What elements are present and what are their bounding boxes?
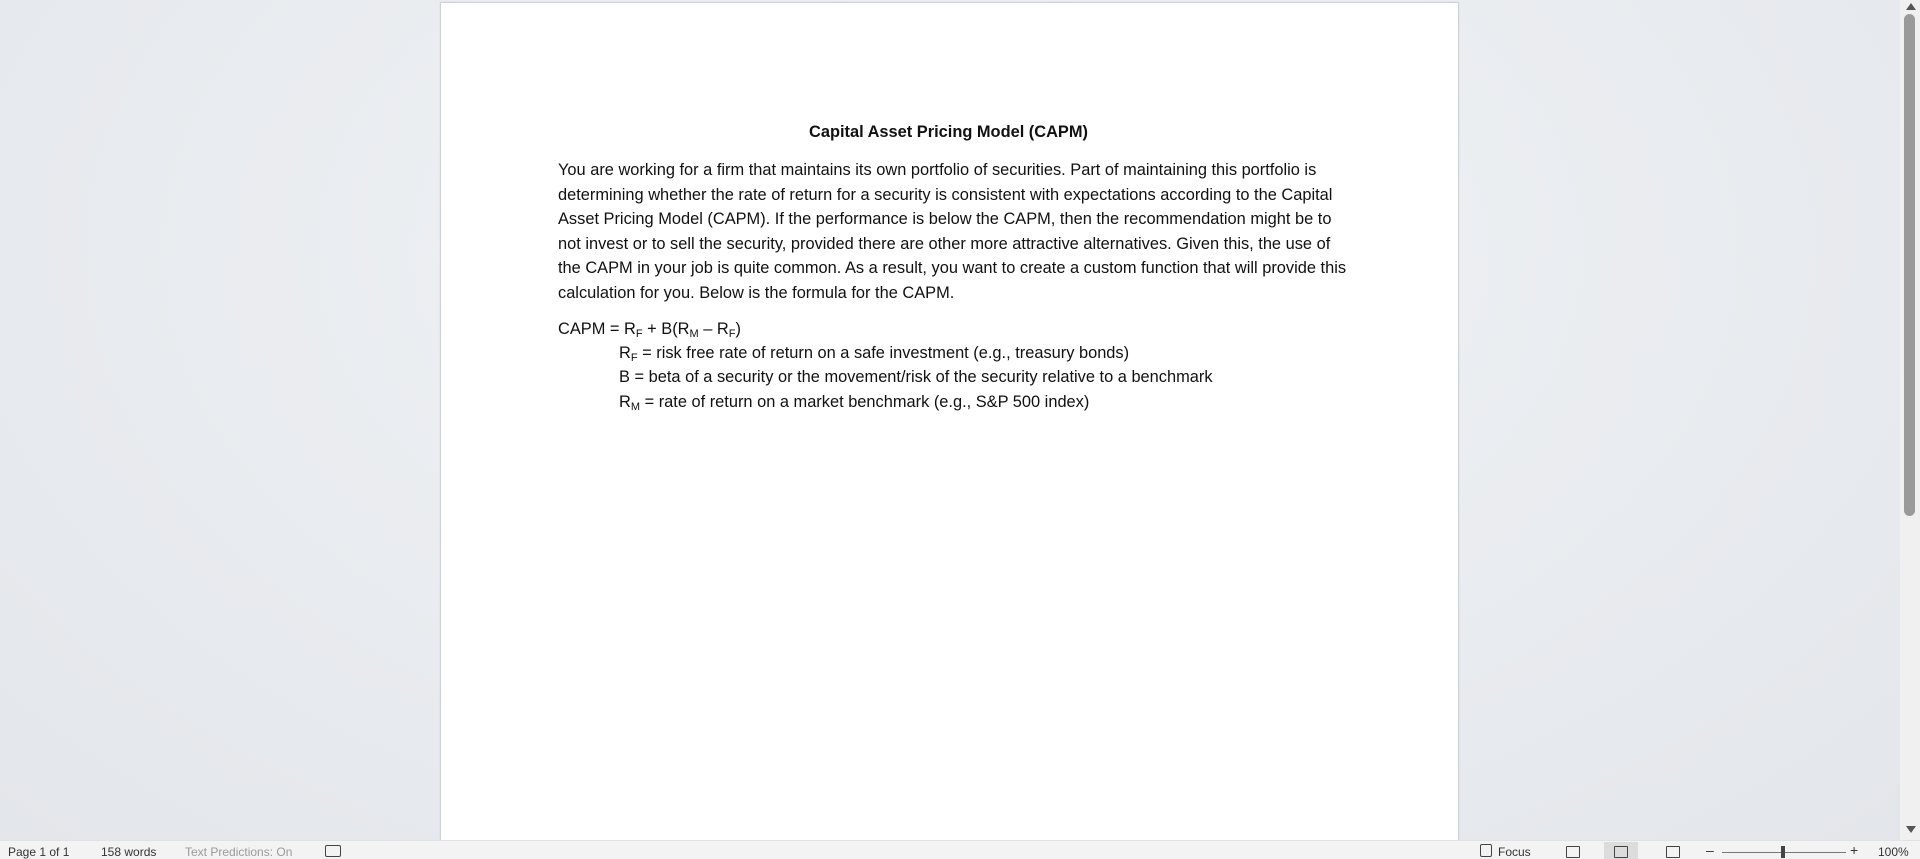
formula-lhs: CAPM = R	[558, 320, 636, 338]
read-mode-icon	[1566, 846, 1580, 858]
definition-rm	[619, 391, 1089, 413]
definition-text: = risk free rate of return on a safe investment (e.g., treasury bonds)	[637, 344, 1130, 362]
formula-sub: F	[728, 328, 736, 340]
focus-icon[interactable]	[1480, 844, 1492, 857]
definition-symbol: R	[619, 393, 631, 411]
accessibility-icon[interactable]	[325, 845, 341, 857]
formula-sub: F	[635, 328, 643, 340]
text-predictions-status[interactable]: Text Predictions: On	[185, 845, 293, 859]
print-layout-button[interactable]	[1604, 842, 1638, 859]
scroll-down-arrow-icon[interactable]	[1906, 826, 1916, 833]
scroll-up-arrow-icon[interactable]	[1906, 3, 1916, 10]
page-count[interactable]: Page 1 of 1	[8, 845, 70, 859]
definition-sub: F	[630, 352, 638, 364]
web-layout-button[interactable]	[1656, 842, 1690, 859]
status-bar	[0, 840, 1920, 859]
zoom-slider-thumb[interactable]	[1781, 846, 1785, 858]
word-count[interactable]: 158 words	[101, 845, 157, 859]
document-title: Capital Asset Pricing Model (CAPM)	[809, 123, 1088, 141]
formula-sub: M	[689, 328, 699, 340]
print-layout-icon	[1614, 846, 1628, 858]
web-layout-icon	[1666, 846, 1680, 858]
zoom-out-button[interactable]: –	[1706, 842, 1714, 858]
definition-rf	[619, 342, 1129, 364]
body-paragraph: You are working for a firm that maintains its own portfolio of securities. Part of maintaining this portfolio is determining whether the rate of return for a security is consistent with expectations according to the Capital Asset Pricing Model (CAPM). If the performance is below the CAPM, then the recommendation might be to not invest or to sell the security, provided there are other more attractive alternatives. Given this, the use of the CAPM in your job is quite common. As a result, you want to create a custom function that will provide this calculation for you. Below is the formula for the CAPM.	[558, 161, 1347, 302]
definition-symbol: R	[619, 344, 631, 362]
zoom-level[interactable]: 100%	[1878, 845, 1909, 859]
definition-sub: M	[630, 401, 641, 413]
capm-formula	[558, 318, 741, 340]
formula-part: + B(R	[642, 320, 690, 338]
focus-button[interactable]: Focus	[1498, 845, 1531, 859]
definition-symbol: B	[619, 368, 630, 386]
definition-text: = rate of return on a market benchmark (e.g., S&P 500 index)	[640, 393, 1090, 411]
scroll-thumb[interactable]	[1904, 14, 1915, 516]
read-mode-button[interactable]	[1556, 842, 1590, 859]
formula-part: )	[735, 320, 741, 338]
definition-beta	[619, 366, 1213, 388]
vertical-scrollbar[interactable]	[1900, 0, 1920, 840]
formula-part: – R	[698, 320, 729, 338]
zoom-in-button[interactable]: +	[1850, 842, 1859, 858]
definition-text: = beta of a security or the movement/risk of the security relative to a benchmark	[629, 368, 1213, 386]
